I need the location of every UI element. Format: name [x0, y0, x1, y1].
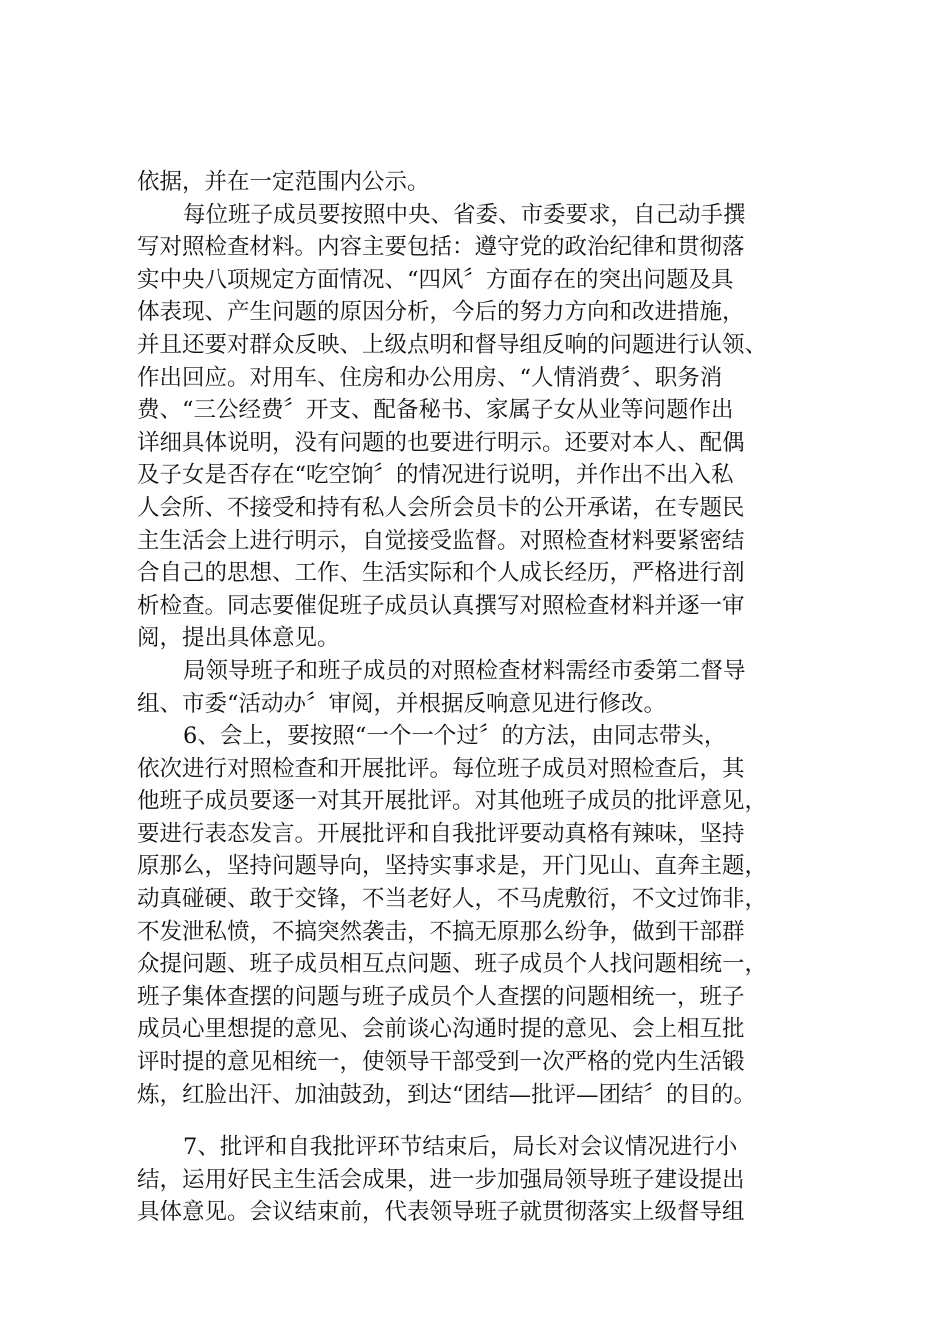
text-line: 原那么，坚持问题导向，坚持实事求是，开门见山、直奔主题，: [137, 853, 768, 880]
text-line: 他班子成员要逐一对其开展批评。对其他班子成员的批评意见，: [137, 788, 768, 815]
text-line: 析检查。同志要催促班子成员认真撰写对照检查材料并逐一审: [137, 592, 745, 619]
text-line: 7、批评和自我批评环节结束后，局长对会议情况进行小: [183, 1134, 738, 1161]
paragraph-gap: [137, 1111, 857, 1131]
text-line: 结，运用好民主生活会成果，进一步加强局领导班子建设提出: [137, 1166, 745, 1193]
text-line: 并且还要对群众反映、上级点明和督导组反响的问题进行认领、: [137, 331, 768, 358]
text-line: 主生活会上进行明示，自觉接受监督。对照检查材料要紧密结: [137, 527, 745, 554]
text-line: 依次进行对照检查和开展批评。每位班子成员对照检查后，其: [137, 755, 745, 782]
text-line: 实中央八项规定方面情况、“四风〞方面存在的突出问题及具: [137, 266, 734, 293]
text-line: 合自己的思想、工作、生活实际和个人成长经历，严格进行剖: [137, 560, 745, 587]
text-line: 人会所、不接受和持有私人会所会员卡的公开承诺，在专题民: [137, 494, 745, 521]
text-line: 体表现、产生问题的原因分析，今后的努力方向和改进措施，: [137, 299, 745, 326]
text-line: 详细具体说明，没有问题的也要进行明示。还要对本人、配偶: [137, 429, 745, 456]
text-line: 依据，并在一定范围内公示。: [137, 169, 430, 195]
text-line: 写对照检查材料。内容主要包括：遵守党的政治纪律和贯彻落: [137, 234, 745, 261]
text-line: 6、会上，要按照“一个一个过〞的方法，由同志带头，: [183, 723, 727, 750]
text-line: 炼，红脸出汗、加油鼓劲，到达“团结—批评—团结〞的目的。: [137, 1081, 757, 1108]
text-line: 及子女是否存在“吃空饷〞的情况进行说明，并作出不出入私: [137, 462, 734, 489]
text-line: 费、“三公经费〞开支、配备秘书、家属子女从业等问题作出: [137, 397, 734, 424]
document-body: [137, 166, 857, 1229]
text-line: 要进行表态发言。开展批评和自我批评要动真格有辣味，坚持: [137, 820, 745, 847]
text-line: 评时提的意见相统一，使领导干部受到一次严格的党内生活锻: [137, 1049, 745, 1076]
text-line: 组、市委“活动办〞审阅，并根据反响意见进行修改。: [137, 690, 667, 717]
text-line: 动真碰硬、敢于交锋，不当老好人，不马虎敷衍，不文过饰非，: [137, 886, 768, 913]
text-line: 众提问题、班子成员相互点问题、班子成员个人找问题相统一，: [137, 951, 768, 978]
text-line: 作出回应。对用车、住房和办公用房、“人情消费〞、职务消: [137, 364, 723, 391]
text-line: 阅，提出具体意见。: [137, 625, 340, 652]
text-line: 局领导班子和班子成员的对照检查材料需经市委第二督导: [183, 657, 746, 684]
text-line: 每位班子成员要按照中央、省委、市委要求，自己动手撰: [183, 201, 746, 228]
text-line: 不发泄私愤，不搞突然袭击，不搞无原那么纷争，做到干部群: [137, 918, 745, 945]
text-line: 班子集体查摆的问题与班子成员个人查摆的问题相统一，班子: [137, 983, 745, 1010]
text-line: 成员心里想提的意见、会前谈心沟通时提的意见、会上相互批: [137, 1016, 745, 1043]
text-line: 具体意见。会议结束前，代表领导班子就贯彻落实上级督导组: [137, 1199, 745, 1226]
